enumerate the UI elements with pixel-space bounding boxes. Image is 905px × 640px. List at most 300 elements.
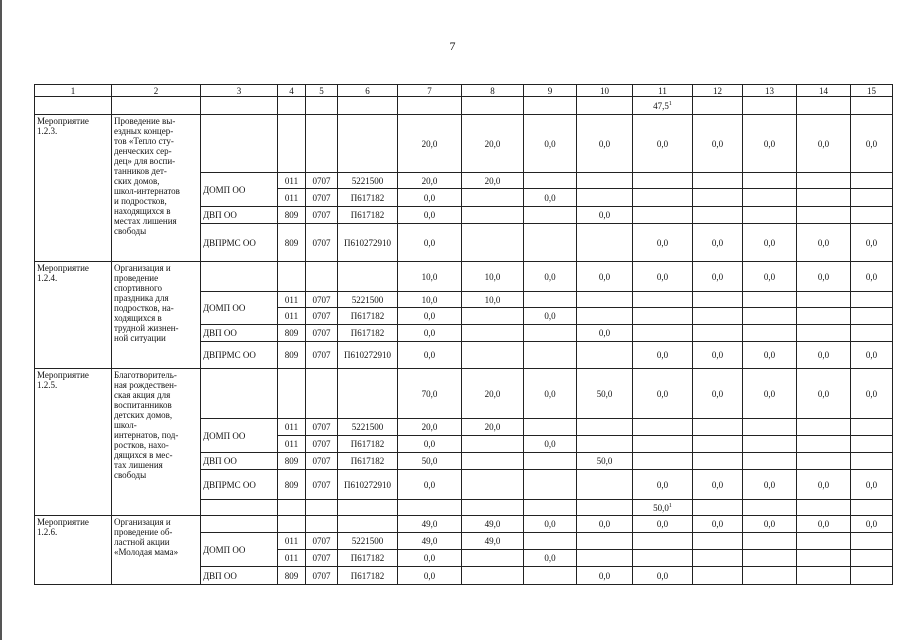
table-cell	[278, 97, 306, 115]
table-cell: 0,0	[743, 369, 797, 419]
table-cell	[577, 97, 633, 115]
table-cell	[201, 97, 278, 115]
table-cell: 20,0	[462, 173, 524, 189]
activity-id: Мероприятие 1.2.5.	[35, 369, 112, 516]
activity-total-row	[35, 115, 893, 173]
table-cell	[851, 292, 893, 308]
table-cell	[577, 342, 633, 369]
table-cell: 50,0	[577, 453, 633, 470]
funding-source: ДВПРМС ОО	[201, 224, 278, 262]
table-cell: 0,0	[743, 224, 797, 262]
table-cell	[462, 470, 524, 500]
table-cell: 0,0	[693, 342, 743, 369]
table-cell	[693, 436, 743, 453]
table-cell	[577, 550, 633, 567]
table-cell	[693, 189, 743, 207]
table-cell: 0,0	[693, 224, 743, 262]
activity-name: Благотворитель- ная рождествен- ская акция для воспитанников детских домов, школ- интернатов, под- ростков, нахо- дящихся в мес- тах лишения свободы	[112, 369, 201, 516]
funding-source: ДВПРМС ОО	[201, 342, 278, 369]
table-cell	[851, 533, 893, 550]
column-header: 14	[797, 85, 851, 97]
table-cell: 0707	[306, 436, 338, 453]
table-cell	[693, 308, 743, 325]
table-cell: 0,0	[797, 369, 851, 419]
table-cell: 011	[278, 533, 306, 550]
table-cell	[797, 453, 851, 470]
funding-source: ДВП ОО	[201, 453, 278, 470]
table-cell: 5221500	[338, 533, 398, 550]
table-cell	[577, 308, 633, 325]
table-cell: 50,0	[577, 369, 633, 419]
table-cell: 0,0	[743, 342, 797, 369]
table-cell: 20,0	[398, 115, 462, 173]
table-cell	[743, 189, 797, 207]
table-cell: 0,0	[524, 550, 577, 567]
table-cell: 0,0	[577, 207, 633, 224]
column-header: 5	[306, 85, 338, 97]
table-cell	[524, 207, 577, 224]
table-cell: 0,0	[797, 115, 851, 173]
table-cell	[201, 262, 278, 292]
table-cell	[338, 369, 398, 419]
table-cell: 809	[278, 453, 306, 470]
column-header: 9	[524, 85, 577, 97]
table-cell: 0,0	[524, 189, 577, 207]
table-cell: 0,0	[398, 470, 462, 500]
table-cell	[743, 173, 797, 189]
funding-source: ДОМП ОО	[201, 173, 278, 207]
activity-name: Организация и проведение спортивного праздника для подростков, на- ходящихся в трудной жизнен- ной ситуации	[112, 262, 201, 369]
footnote-mark: 1	[668, 100, 672, 107]
table-cell: 0,0	[851, 262, 893, 292]
table-cell: 0707	[306, 550, 338, 567]
table-cell	[577, 292, 633, 308]
table-cell: 0707	[306, 173, 338, 189]
table-cell: 0,0	[743, 262, 797, 292]
table-cell	[693, 500, 743, 516]
column-header: 11	[633, 85, 693, 97]
table-cell: 011	[278, 419, 306, 436]
funding-source: ДВП ОО	[201, 325, 278, 342]
table-cell	[743, 453, 797, 470]
table-cell	[577, 533, 633, 550]
table-cell	[306, 516, 338, 533]
table-cell	[851, 308, 893, 325]
table-cell: 49,0	[398, 533, 462, 550]
table-cell	[633, 436, 693, 453]
table-cell	[577, 500, 633, 516]
table-cell	[524, 97, 577, 115]
table-cell	[577, 189, 633, 207]
table-cell: 0,0	[398, 308, 462, 325]
table-cell: 0707	[306, 453, 338, 470]
table-cell	[577, 224, 633, 262]
table-cell: 0,0	[633, 115, 693, 173]
column-header: 2	[112, 85, 201, 97]
table-cell: 70,0	[398, 369, 462, 419]
table-cell	[743, 500, 797, 516]
table-cell	[462, 567, 524, 585]
table-cell: 20,0	[462, 419, 524, 436]
table-cell: 011	[278, 173, 306, 189]
table-cell	[633, 207, 693, 224]
table-cell	[743, 419, 797, 436]
column-header: 10	[577, 85, 633, 97]
table-cell	[577, 436, 633, 453]
table-cell: 0,0	[524, 308, 577, 325]
table-cell	[462, 308, 524, 325]
table-cell: 0,0	[633, 470, 693, 500]
table-cell	[797, 189, 851, 207]
table-cell: 809	[278, 567, 306, 585]
table-cell: 011	[278, 308, 306, 325]
table-cell	[851, 453, 893, 470]
table-cell	[743, 207, 797, 224]
column-header: 8	[462, 85, 524, 97]
table-cell: 10,0	[398, 262, 462, 292]
table-cell: 20,0	[462, 369, 524, 419]
table-cell: 0707	[306, 567, 338, 585]
table-cell: 011	[278, 436, 306, 453]
table-cell: 0707	[306, 470, 338, 500]
table-cell	[278, 115, 306, 173]
table-cell: 0,0	[851, 115, 893, 173]
table-cell	[693, 207, 743, 224]
table-cell	[851, 436, 893, 453]
table-cell	[462, 325, 524, 342]
table-cell	[743, 567, 797, 585]
table-cell: 0707	[306, 292, 338, 308]
table-cell: 20,0	[462, 115, 524, 173]
table-cell: 0,0	[743, 115, 797, 173]
column-header: 15	[851, 85, 893, 97]
table-cell: 0707	[306, 419, 338, 436]
table-cell: 809	[278, 325, 306, 342]
table-cell	[851, 567, 893, 585]
table-cell: 0707	[306, 342, 338, 369]
table-cell: 011	[278, 189, 306, 207]
funding-source: ДВПРМС ОО	[201, 470, 278, 500]
table-cell: 0,0	[398, 436, 462, 453]
table-cell	[462, 436, 524, 453]
activity-id: Мероприятие 1.2.3.	[35, 115, 112, 262]
table-cell	[524, 342, 577, 369]
table-cell: 0,0	[851, 470, 893, 500]
table-cell	[743, 533, 797, 550]
table-cell	[338, 516, 398, 533]
table-cell	[524, 419, 577, 436]
table-cell: 0,0	[743, 516, 797, 533]
table-cell	[306, 97, 338, 115]
table-cell: 0,0	[398, 550, 462, 567]
table-cell: 0,0	[633, 516, 693, 533]
table-cell	[851, 207, 893, 224]
table-cell: 0,0	[398, 567, 462, 585]
table-cell	[462, 453, 524, 470]
table-cell: 0,0	[797, 262, 851, 292]
table-cell: 011	[278, 292, 306, 308]
table-cell	[306, 262, 338, 292]
table-cell: 10,0	[398, 292, 462, 308]
activity-total-row	[35, 369, 893, 419]
funding-source: ДОМП ОО	[201, 419, 278, 453]
table-cell	[633, 308, 693, 325]
table-cell: П610272910	[338, 470, 398, 500]
table-cell: 5221500	[338, 173, 398, 189]
table-cell: 0,0	[797, 342, 851, 369]
activity-total-row	[35, 516, 893, 533]
table-cell	[278, 369, 306, 419]
table-cell	[743, 325, 797, 342]
table-cell: П617182	[338, 567, 398, 585]
table-cell	[524, 453, 577, 470]
column-header: 6	[338, 85, 398, 97]
table-cell: 0,0	[524, 369, 577, 419]
table-cell	[524, 470, 577, 500]
table-cell	[524, 567, 577, 585]
table-cell: 0,0	[743, 470, 797, 500]
table-cell	[524, 292, 577, 308]
activity-id: Мероприятие 1.2.4.	[35, 262, 112, 369]
table-cell-footnoted: 47,5$^1$	[633, 97, 693, 115]
table-cell	[797, 500, 851, 516]
table-cell: 0,0	[577, 262, 633, 292]
table-cell	[743, 308, 797, 325]
table-cell: 0,0	[693, 369, 743, 419]
table-cell	[524, 533, 577, 550]
table-cell	[278, 262, 306, 292]
table-cell: П617182	[338, 453, 398, 470]
footnote-mark: 1	[668, 502, 672, 509]
activity-name: Организация и проведение об- ластной акции «Молодая мама»	[112, 516, 201, 585]
table-cell: 0,0	[524, 436, 577, 453]
table-cell: 0,0	[524, 115, 577, 173]
table-cell: 0,0	[693, 516, 743, 533]
page-number: 7	[449, 39, 456, 53]
table-cell	[633, 173, 693, 189]
table-cell	[851, 97, 893, 115]
table-cell: 0707	[306, 533, 338, 550]
header-row	[35, 85, 893, 97]
table-cell: П617182	[338, 436, 398, 453]
table-cell: П617182	[338, 207, 398, 224]
table-cell	[462, 224, 524, 262]
page-left-edge	[0, 0, 2, 640]
table-cell: 5221500	[338, 292, 398, 308]
table-cell	[278, 500, 306, 516]
table-cell	[35, 97, 112, 115]
table-cell	[201, 500, 278, 516]
table-cell	[524, 224, 577, 262]
table-cell: 0,0	[398, 224, 462, 262]
table-cell	[338, 262, 398, 292]
table-cell	[693, 325, 743, 342]
table-cell: 0,0	[693, 115, 743, 173]
table-cell	[462, 189, 524, 207]
table-cell	[524, 325, 577, 342]
table-cell	[278, 516, 306, 533]
table-cell	[851, 550, 893, 567]
table-cell: 809	[278, 224, 306, 262]
table-cell: 0707	[306, 207, 338, 224]
table-cell: 809	[278, 207, 306, 224]
table-cell	[633, 419, 693, 436]
table-cell: 49,0	[462, 533, 524, 550]
table-cell	[306, 115, 338, 173]
table-cell	[306, 500, 338, 516]
table-cell	[851, 173, 893, 189]
table-cell: 20,0	[398, 419, 462, 436]
table-cell	[693, 453, 743, 470]
table-cell	[693, 173, 743, 189]
table-cell	[797, 308, 851, 325]
table-cell	[797, 550, 851, 567]
table-cell	[797, 173, 851, 189]
table-cell	[797, 292, 851, 308]
table-cell	[693, 97, 743, 115]
table-cell	[851, 189, 893, 207]
table-cell: П610272910	[338, 342, 398, 369]
table-cell: 0,0	[398, 342, 462, 369]
table-cell: 0707	[306, 224, 338, 262]
table-cell	[633, 453, 693, 470]
table-cell	[693, 419, 743, 436]
table-cell	[462, 342, 524, 369]
table-cell: 0,0	[633, 224, 693, 262]
table-cell: П610272910	[338, 224, 398, 262]
table-cell: 0,0	[797, 224, 851, 262]
table-cell	[633, 325, 693, 342]
table-cell	[693, 567, 743, 585]
table-cell	[338, 97, 398, 115]
table-cell: 0,0	[633, 369, 693, 419]
table-cell: 0,0	[693, 262, 743, 292]
table-cell: 10,0	[462, 292, 524, 308]
table-cell: 0707	[306, 189, 338, 207]
table-cell	[693, 533, 743, 550]
table-cell	[693, 550, 743, 567]
table-cell	[743, 292, 797, 308]
activity-total-row	[35, 262, 893, 292]
table-cell: 5221500	[338, 419, 398, 436]
table-cell	[797, 436, 851, 453]
table-cell: П617182	[338, 308, 398, 325]
table-cell: 0,0	[398, 189, 462, 207]
table-cell: 0,0	[633, 567, 693, 585]
table-cell: 0,0	[797, 516, 851, 533]
table-cell: 011	[278, 550, 306, 567]
table-cell	[577, 470, 633, 500]
table-cell: 809	[278, 470, 306, 500]
table-cell: 10,0	[462, 262, 524, 292]
table-cell: П617182	[338, 550, 398, 567]
table-cell: 0,0	[577, 115, 633, 173]
table-cell	[201, 516, 278, 533]
table-cell: 20,0	[398, 173, 462, 189]
column-header: 3	[201, 85, 278, 97]
funding-source: ДВП ОО	[201, 207, 278, 224]
table-cell	[851, 500, 893, 516]
table-cell	[797, 207, 851, 224]
activity-name: Проведение вы- ездных концер- тов «Тепло сту- денческих сер- дец» для воспи- танников дет- ских домов, школ-интернатов и подростков, находящихся в местах лишения свободы	[112, 115, 201, 262]
table-cell	[398, 500, 462, 516]
table-cell	[743, 97, 797, 115]
table-cell: 809	[278, 342, 306, 369]
table-cell	[201, 369, 278, 419]
column-header: 1	[35, 85, 112, 97]
table-cell-footnoted: 50,0$^1$	[633, 500, 693, 516]
table-cell	[797, 97, 851, 115]
table-cell	[462, 550, 524, 567]
funding-source: ДОМП ОО	[201, 292, 278, 325]
column-header: 4	[278, 85, 306, 97]
budget-table	[34, 84, 893, 585]
table-cell: 0,0	[577, 567, 633, 585]
table-cell: 0,0	[577, 516, 633, 533]
table-cell: 0,0	[398, 325, 462, 342]
column-header: 12	[693, 85, 743, 97]
table-cell: 0,0	[524, 262, 577, 292]
column-header: 7	[398, 85, 462, 97]
table-cell: 49,0	[398, 516, 462, 533]
table-cell: 0707	[306, 325, 338, 342]
table-cell	[743, 436, 797, 453]
table-cell	[524, 173, 577, 189]
table-cell: 0,0	[851, 342, 893, 369]
table-cell	[797, 325, 851, 342]
table-cell	[398, 97, 462, 115]
table-cell	[338, 115, 398, 173]
activity-id: Мероприятие 1.2.6.	[35, 516, 112, 585]
table-cell: 50,0	[398, 453, 462, 470]
table-cell: 49,0	[462, 516, 524, 533]
table-cell: 0,0	[797, 470, 851, 500]
table-cell	[797, 419, 851, 436]
continuation-row	[35, 97, 893, 115]
table-cell: 0,0	[577, 325, 633, 342]
table-cell	[743, 550, 797, 567]
table-cell	[633, 533, 693, 550]
table-cell	[524, 500, 577, 516]
table-cell	[693, 292, 743, 308]
table-cell: 0,0	[633, 342, 693, 369]
table-cell	[338, 500, 398, 516]
table-cell: 0,0	[524, 516, 577, 533]
table-cell: 0,0	[851, 369, 893, 419]
column-header: 13	[743, 85, 797, 97]
table-cell	[797, 533, 851, 550]
table-cell	[577, 419, 633, 436]
table-cell: 0,0	[633, 262, 693, 292]
table-cell	[633, 550, 693, 567]
funding-source: ДВП ОО	[201, 567, 278, 585]
table-cell	[633, 292, 693, 308]
table-cell	[851, 419, 893, 436]
table-cell	[577, 173, 633, 189]
table-cell	[851, 325, 893, 342]
table-cell	[462, 97, 524, 115]
table-cell: 0,0	[851, 224, 893, 262]
table-cell: 0707	[306, 308, 338, 325]
table-cell	[201, 115, 278, 173]
table-cell: 0,0	[851, 516, 893, 533]
table-cell: 0,0	[398, 207, 462, 224]
table-cell	[112, 97, 201, 115]
table-cell: 0,0	[693, 470, 743, 500]
table-cell	[306, 369, 338, 419]
table-cell	[462, 207, 524, 224]
table-cell	[633, 189, 693, 207]
